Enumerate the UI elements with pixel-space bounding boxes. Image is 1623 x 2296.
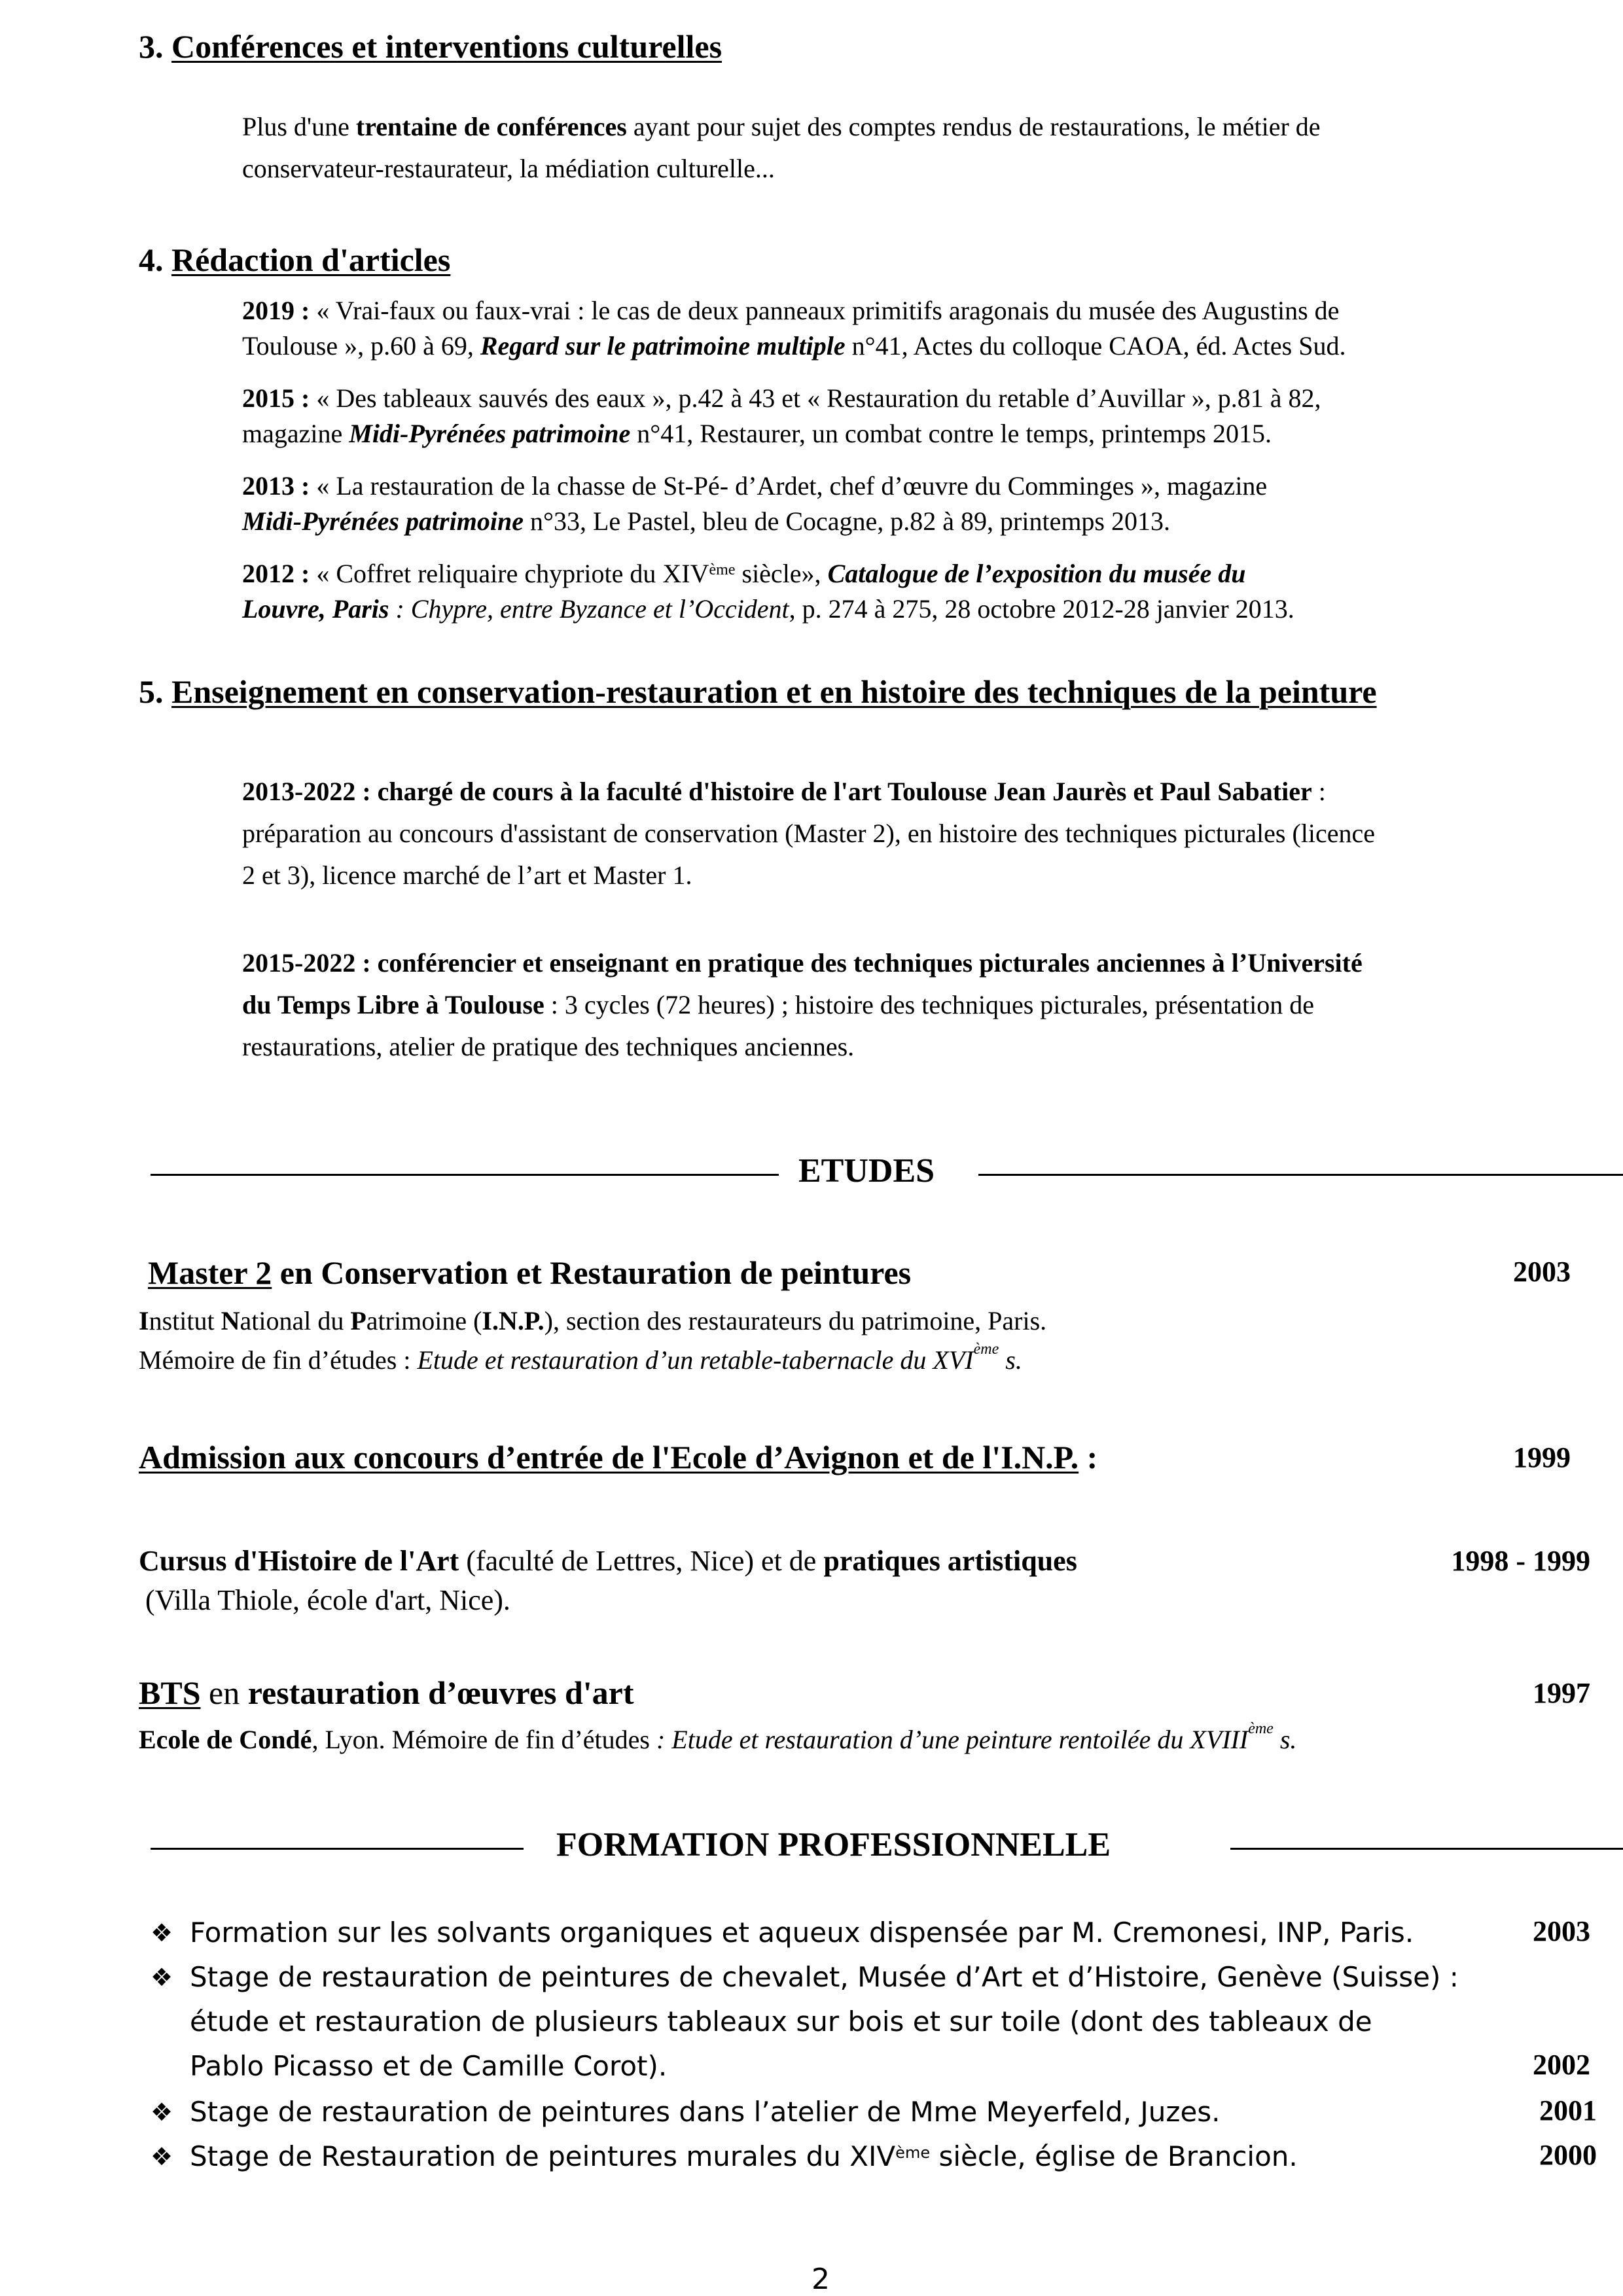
publication-title: Midi-Pyrénées patrimoine xyxy=(242,506,524,536)
formation-heading-row xyxy=(151,1826,1623,1871)
bold-text: 2015-2022 : conférencier et enseignant en pratique des techniques picturales anciennes à l’Université xyxy=(242,948,1363,978)
text: atrimoine ( xyxy=(366,1306,482,1335)
text: ayant pour sujet des comptes rendus de restaurations, le métier de xyxy=(626,112,1321,141)
text-line: restaurations, atelier de pratique des techniques anciennes. xyxy=(242,1032,855,1061)
text: : xyxy=(1079,1439,1098,1475)
teaching-2015-2022 xyxy=(242,942,1610,1068)
text: ational du xyxy=(240,1306,351,1335)
article-year: 2013 : xyxy=(242,471,310,501)
formation-item xyxy=(151,2134,1531,2179)
acronym: I.N.P. xyxy=(482,1306,544,1335)
teaching-2013-2022 xyxy=(242,771,1610,896)
divider-right xyxy=(978,1174,1623,1176)
cursus-year: 1998 - 1999 xyxy=(1451,1545,1590,1577)
article-2012 xyxy=(242,556,1610,627)
text: ), section des restaurateurs du patrimoine, Paris. xyxy=(544,1306,1047,1335)
section-3-number: 3. xyxy=(139,28,164,65)
section-3-paragraph xyxy=(242,106,1603,190)
diamond-bullet-icon: ❖ xyxy=(151,2098,173,2127)
bold-text: trentaine de conférences xyxy=(355,112,627,141)
text: n°41, Actes du colloque CAOA, éd. Actes Sud. xyxy=(845,331,1346,361)
item-text: Stage de restauration de peintures de chevalet, Musée d’Art et d’Histoire, Genève (Suisse) : xyxy=(190,1961,1459,1993)
degree-name: Master 2 xyxy=(148,1254,272,1291)
article-year: 2015 : xyxy=(242,383,310,413)
formation-year: 2003 xyxy=(1533,1915,1590,1947)
publication-title: Midi-Pyrénées patrimoine xyxy=(349,419,631,448)
thesis-title: Etude et restauration d’un retable-tabernacle du XVI xyxy=(417,1345,974,1375)
superscript: ème xyxy=(709,561,736,578)
formation-year: 2002 xyxy=(1533,2049,1590,2081)
master-institution xyxy=(139,1305,1046,1336)
item-text: Formation sur les solvants organiques et aqueux dispensée par M. Cremonesi, INP, Paris. xyxy=(190,1916,1414,1949)
text: Mémoire de fin d’études : xyxy=(139,1345,418,1375)
formation-year: 2001 xyxy=(1539,2094,1597,2127)
text: « Coffret reliquaire chypriote du XIV xyxy=(310,559,709,588)
page-number: 2 xyxy=(812,2263,830,2296)
item-text: siècle, église de Brancion. xyxy=(930,2140,1298,2172)
publication-title: Catalogue de l’exposition du musée du xyxy=(827,559,1246,588)
diamond-bullet-icon: ❖ xyxy=(151,1963,173,1992)
etudes-heading: ETUDES xyxy=(798,1152,935,1190)
superscript: ème xyxy=(1248,1720,1274,1737)
formation-year: 2000 xyxy=(1539,2139,1597,2171)
divider-right xyxy=(1230,1848,1623,1850)
article-year: 2012 : xyxy=(242,559,310,588)
text: Admission aux concours d’entrée de l' xyxy=(139,1439,671,1475)
bold-text: pratiques artistiques xyxy=(823,1545,1077,1577)
item-text: étude et restauration de plusieurs tableaux sur bois et sur toile (dont des tableaux de xyxy=(190,2005,1372,2038)
text: siècle», xyxy=(735,559,828,588)
section-4-heading: Rédaction d'articles xyxy=(171,241,451,278)
bold-text: du Temps Libre à Toulouse xyxy=(242,990,544,1019)
text: : 3 cycles (72 heures) ; histoire des techniques picturales, présentation de xyxy=(544,990,1314,1019)
text: « Vrai-faux ou faux-vrai : le cas de deux panneaux primitifs aragonais du musée des Augustins de xyxy=(310,296,1340,325)
text: nstitut xyxy=(149,1306,221,1335)
admission-year: 1999 xyxy=(1513,1441,1571,1474)
cursus-location: (Villa Thiole, école d'art, Nice). xyxy=(145,1584,510,1616)
text: (faculté de Lettres, Nice) et de xyxy=(459,1545,824,1577)
text: magazine xyxy=(242,419,349,448)
article-year: 2019 : xyxy=(242,296,310,325)
section-3-heading: Conférences et interventions culturelles xyxy=(171,28,722,65)
text: « La restauration de la chasse de St-Pé- d’Ardet, chef d’œuvre du Comminges », magazine xyxy=(310,471,1268,501)
initial: N xyxy=(221,1306,240,1335)
text: : xyxy=(1311,777,1326,806)
text: n°33, Le Pastel, bleu de Cocagne, p.82 à 89, printemps 2013. xyxy=(523,506,1170,536)
article-2013 xyxy=(242,468,1610,539)
article-2019 xyxy=(242,293,1610,364)
superscript: ème xyxy=(973,1341,999,1358)
text: , p. 274 à 275, 28 octobre 2012-28 janvier 2013. xyxy=(789,594,1294,624)
master-thesis xyxy=(139,1341,1022,1375)
section-4-number: 4. xyxy=(139,241,164,278)
text: Plus d'une xyxy=(242,112,356,141)
admission-title xyxy=(139,1438,1097,1476)
text: s. xyxy=(1273,1725,1297,1754)
master-title xyxy=(148,1254,911,1292)
italic-text: : Chypre, entre Byzance et l’Occident xyxy=(389,594,789,624)
item-text: Stage de restauration de peintures dans l’atelier de Mme Meyerfeld, Juzes. xyxy=(190,2096,1221,2128)
divider-left xyxy=(151,1174,779,1176)
text: en Conservation et Restauration de peintures xyxy=(272,1254,912,1291)
diamond-bullet-icon: ❖ xyxy=(151,1918,173,1947)
cursus-line xyxy=(139,1544,1077,1578)
item-text: Stage de Restauration de peintures murales du XIV xyxy=(190,2140,896,2172)
section-4-title xyxy=(139,241,450,279)
item-text: Pablo Picasso et de Camille Corot). xyxy=(190,2050,668,2082)
text: Ecole d’Avignon et de l'I.N.P. xyxy=(670,1439,1079,1475)
text: « Des tableaux sauvés des eaux », p.42 à 43 et « Restauration du retable d’Auvillar », p.81 à 82, xyxy=(310,383,1321,413)
text: , Lyon. Mémoire de fin d’études xyxy=(312,1725,656,1754)
etudes-heading-row xyxy=(151,1152,1623,1197)
section-5-number: 5. xyxy=(139,673,164,710)
formation-item xyxy=(151,1911,1531,1955)
formation-heading: FORMATION PROFESSIONNELLE xyxy=(556,1826,1111,1863)
publication-title: Regard sur le patrimoine multiple xyxy=(480,331,846,361)
master-year: 2003 xyxy=(1513,1256,1571,1288)
article-2015 xyxy=(242,381,1610,451)
section-3-title xyxy=(139,27,722,65)
text-line: 2 et 3), licence marché de l’art et Master 1. xyxy=(242,860,692,890)
publication-title: Louvre, Paris xyxy=(242,594,389,624)
thesis-title: : Etude et restauration d’une peinture rentoilée du XVIII xyxy=(656,1725,1249,1754)
initial: I xyxy=(139,1306,149,1335)
initial: P xyxy=(350,1306,366,1335)
formation-item xyxy=(151,1955,1531,2089)
text-line: conservateur-restaurateur, la médiation culturelle... xyxy=(242,154,775,183)
diamond-bullet-icon: ❖ xyxy=(151,2142,173,2171)
degree-name: BTS xyxy=(139,1674,201,1711)
text: s. xyxy=(999,1345,1022,1375)
bold-text: restauration d’œuvres d'art xyxy=(247,1674,634,1711)
divider-left xyxy=(151,1848,524,1850)
bts-title xyxy=(139,1674,634,1712)
text-line: préparation au concours d'assistant de conservation (Master 2), en histoire des techniques picturales (licence xyxy=(242,819,1376,848)
bts-year: 1997 xyxy=(1533,1677,1590,1709)
section-5-title xyxy=(139,673,1377,711)
school-name: Ecole de Condé xyxy=(139,1725,312,1754)
bold-text: Cursus d'Histoire de l'Art xyxy=(139,1545,459,1577)
superscript: ème xyxy=(895,2144,931,2162)
bold-text: 2013-2022 : chargé de cours à la faculté d'histoire de l'art Toulouse Jean Jaurès et Paul Sabatier xyxy=(242,777,1312,806)
formation-item xyxy=(151,2090,1531,2134)
text: Toulouse », p.60 à 69, xyxy=(242,331,480,361)
bts-school xyxy=(139,1720,1297,1755)
section-5-heading: Enseignement en conservation-restauration et en histoire des techniques de la peinture xyxy=(171,673,1377,710)
text: n°41, Restaurer, un combat contre le temps, printemps 2015. xyxy=(630,419,1272,448)
text: en xyxy=(200,1674,248,1711)
